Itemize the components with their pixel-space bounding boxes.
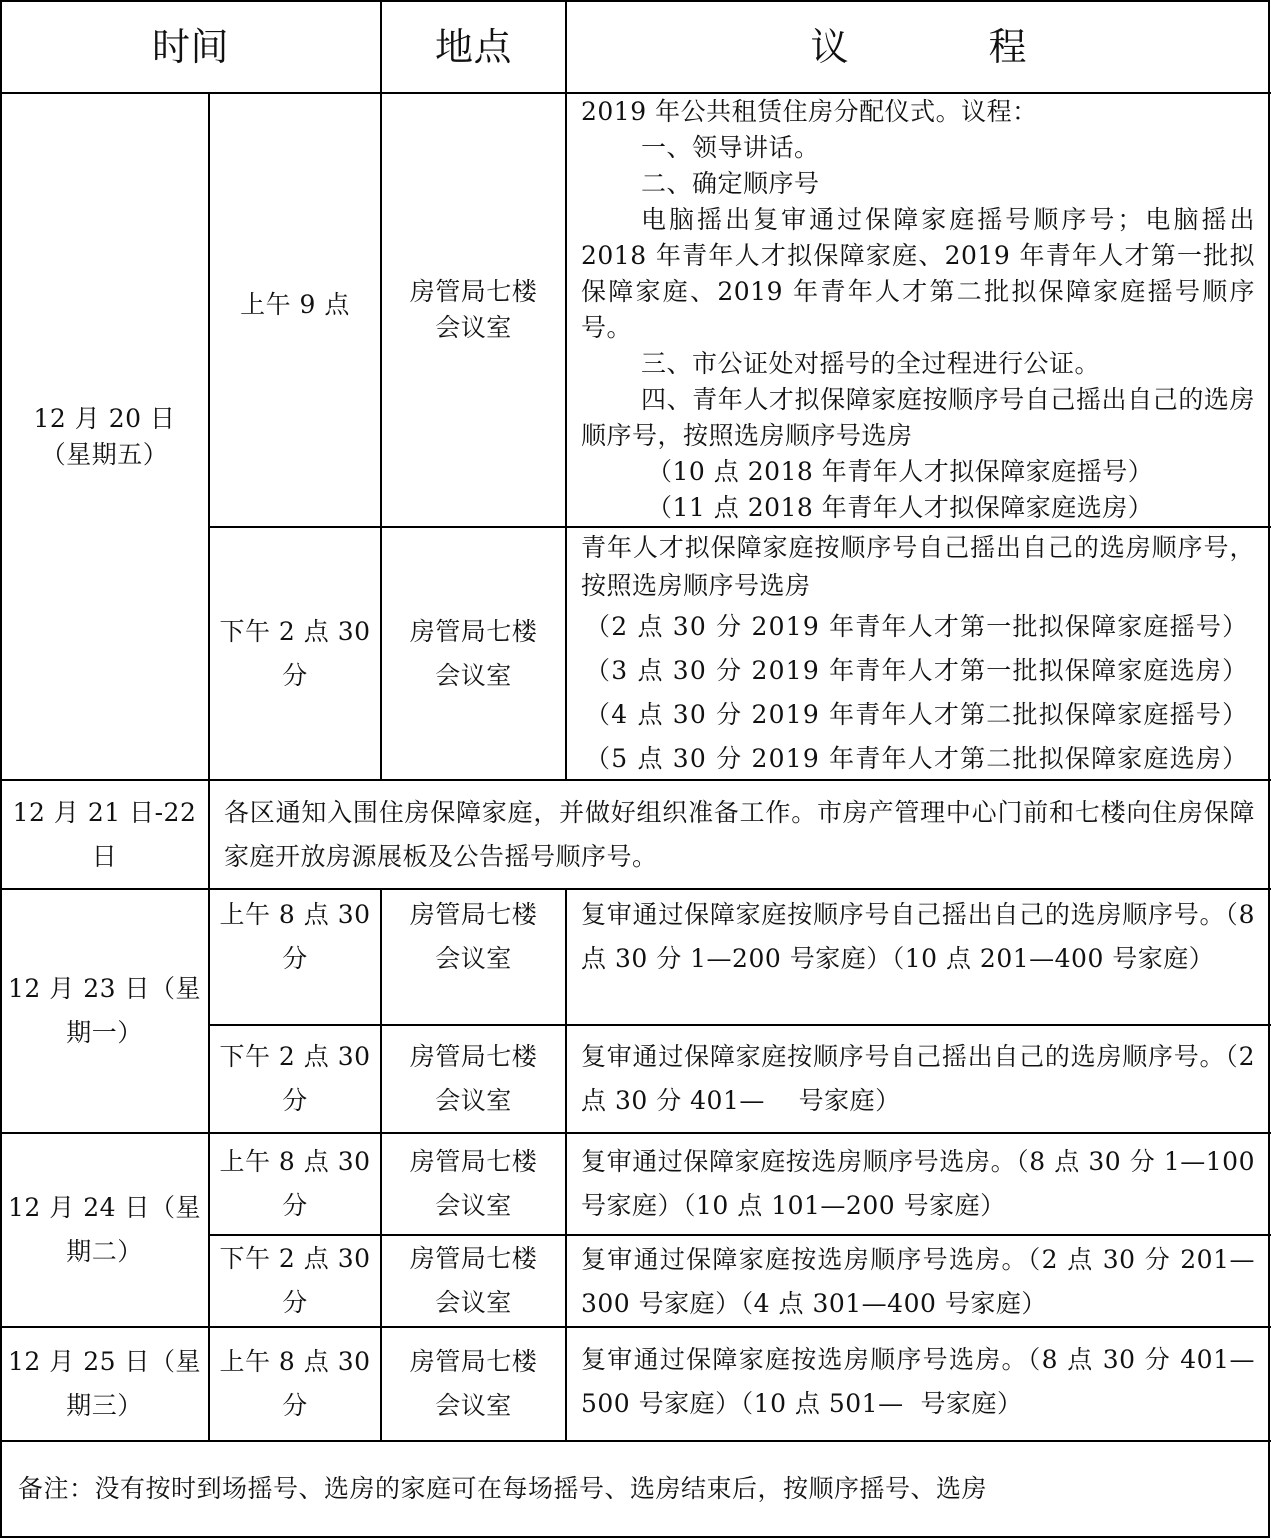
day1-am-agenda-sched1: （10 点 2018 年青年人才拟保障家庭摇号） [647,457,1154,486]
day3-pm-time-line2: 分 [282,1086,308,1115]
day3-am-time-line1: 上午 8 点 30 [219,900,371,929]
day3-am-time [209,889,381,1025]
day1-pm-place-line2: 会议室 [435,660,512,690]
header-agenda [566,0,1271,93]
day3-pm-place-line2: 会议室 [435,1086,512,1115]
day2-date-line2: 日 [91,841,118,871]
day3-pm-place [381,1025,566,1133]
day3-am-agenda [581,893,1255,1025]
day4-pm-place [381,1235,566,1327]
day5-am-time [209,1327,381,1441]
day1-pm-agenda-sched4: （5 点 30 分 2019 年青年人才第二批拟保障家庭选房） [585,744,1249,773]
day5-date-line2: 期三） [66,1391,143,1420]
day1-pm-agenda-sched2: （3 点 30 分 2019 年青年人才第一批拟保障家庭选房） [585,656,1249,685]
day1-date-line2: （星期五） [40,439,169,469]
header-time [0,0,381,93]
day4-am-time-line2: 分 [282,1191,308,1220]
day1-am-place-line2: 会议室 [435,313,512,342]
day1-am-agenda-title: 2019 年公共租赁住房分配仪式。议程： [581,97,1038,126]
day1-am-place [381,93,566,527]
day1-am-agenda-item1: 一、领导讲话。 [641,133,820,162]
day1-am-place-line1: 房管局七楼 [409,277,538,306]
day1-am-agenda-sched2: （11 点 2018 年青年人才拟保障家庭选房） [647,493,1154,522]
day3-am-agenda-text: 复审通过保障家庭按顺序号自己摇出自己的选房顺序号。（8 点 30 分 1—200 号家庭）（10 点 201—400 号家庭） [581,900,1255,973]
day1-am-agenda-item3: 三、市公证处对摇号的全过程进行公证。 [641,349,1101,378]
header-place-label: 地点 [434,24,512,69]
header-time-label: 时间 [151,24,229,69]
day2-agenda [224,791,1255,881]
day4-pm-time-line1: 下午 2 点 30 [219,1244,371,1273]
day4-am-time [209,1133,381,1235]
day5-am-place-line2: 会议室 [435,1391,512,1420]
day1-pm-agenda-intro: 青年人才拟保障家庭按顺序号自己摇出自己的选房顺序号，按照选房顺序号选房 [581,533,1255,600]
day5-date-line1: 12 月 25 日（星 [8,1347,201,1376]
day1-pm-place [381,527,566,780]
day5-am-agenda [581,1338,1255,1438]
day4-pm-time-line2: 分 [282,1288,308,1317]
note-text: 备注：没有按时到场摇号、选房的家庭可在每场摇号、选房结束后，按顺序摇号、选房 [18,1474,988,1503]
day4-pm-agenda-text: 复审通过保障家庭按选房顺序号选房。（2 点 30 分 201—300 号家庭）（4 点 301—400 号家庭） [581,1245,1255,1318]
day4-date [0,1133,209,1327]
day5-am-time-line1: 上午 8 点 30 [219,1347,371,1376]
day3-pm-agenda [581,1035,1264,1129]
header-place [381,0,566,93]
day5-am-place-line1: 房管局七楼 [409,1347,538,1376]
day1-am-agenda-item4: 四、青年人才拟保障家庭按顺序号自己摇出自己的选房顺序号，按照选房顺序号选房 [581,385,1255,450]
day3-am-place [381,889,566,1025]
day4-date-line1: 12 月 24 日（星 [8,1193,201,1222]
day4-am-place-line1: 房管局七楼 [409,1147,538,1176]
day1-pm-agenda [581,529,1255,780]
day3-date-line2: 期一） [66,1018,143,1047]
day1-am-agenda-item2: 二、确定顺序号 [641,169,820,198]
day5-am-place [381,1327,566,1441]
day4-am-time-line1: 上午 8 点 30 [219,1147,371,1176]
note-row [18,1441,1258,1537]
day5-am-time-line2: 分 [282,1391,308,1420]
day2-date-line1: 12 月 21 日-22 [12,797,197,827]
day4-pm-place-line1: 房管局七楼 [409,1244,538,1273]
day1-date [0,93,209,780]
day4-date-line2: 期二） [66,1237,143,1266]
day1-pm-agenda-sched3: （4 点 30 分 2019 年青年人才第二批拟保障家庭摇号） [585,700,1249,729]
day3-am-place-line1: 房管局七楼 [409,900,538,929]
day2-date [0,780,209,889]
day3-pm-time [209,1025,381,1133]
day1-am-agenda-item2-detail: 电脑摇出复审通过保障家庭摇号顺序号；电脑摇出 2018 年青年人才拟保障家庭、2019 年青年人才第一批拟保障家庭、2019 年青年人才第二批拟保障家庭摇号顺序号。 [581,205,1255,342]
day1-pm-place-line1: 房管局七楼 [409,616,538,646]
day4-pm-place-line2: 会议室 [435,1288,512,1317]
day4-am-agenda-text: 复审通过保障家庭按选房顺序号选房。（8 点 30 分 1—100 号家庭）（10 点 101—200 号家庭） [581,1147,1255,1220]
day3-pm-agenda-text: 复审通过保障家庭按顺序号自己摇出自己的选房顺序号。（2 点 30 分 401— 号家庭） [581,1042,1264,1115]
day3-date [0,889,209,1133]
day3-pm-place-line1: 房管局七楼 [409,1042,538,1071]
day3-am-time-line2: 分 [282,944,308,973]
day4-am-agenda [581,1140,1255,1232]
day1-date-line1: 12 月 20 日 [33,403,176,433]
day5-am-agenda-text: 复审通过保障家庭按选房顺序号选房。（8 点 30 分 401—500 号家庭）（10 点 501— 号家庭） [581,1345,1255,1418]
day3-date-line1: 12 月 23 日（星 [8,974,201,1003]
day1-pm-time-line2: 分 [282,660,308,690]
day1-pm-time [209,527,381,780]
day5-date [0,1327,209,1441]
day1-am-time-label: 上午 9 点 [240,290,350,319]
day2-agenda-text: 各区通知入围住房保障家庭，并做好组织准备工作。市房产管理中心门前和七楼向住房保障家庭开放房源展板及公告摇号顺序号。 [224,798,1255,871]
day4-pm-agenda [581,1238,1255,1326]
day4-am-place-line2: 会议室 [435,1191,512,1220]
day3-pm-time-line1: 下午 2 点 30 [219,1042,371,1071]
day1-pm-agenda-sched1: （2 点 30 分 2019 年青年人才第一批拟保障家庭摇号） [585,612,1249,641]
day4-pm-time [209,1235,381,1327]
day3-am-place-line2: 会议室 [435,944,512,973]
day1-am-time [209,93,381,527]
header-agenda-label: 议程 [810,24,1167,69]
day1-am-agenda [581,93,1255,527]
day4-am-place [381,1133,566,1235]
day1-pm-time-line1: 下午 2 点 30 [219,616,371,646]
